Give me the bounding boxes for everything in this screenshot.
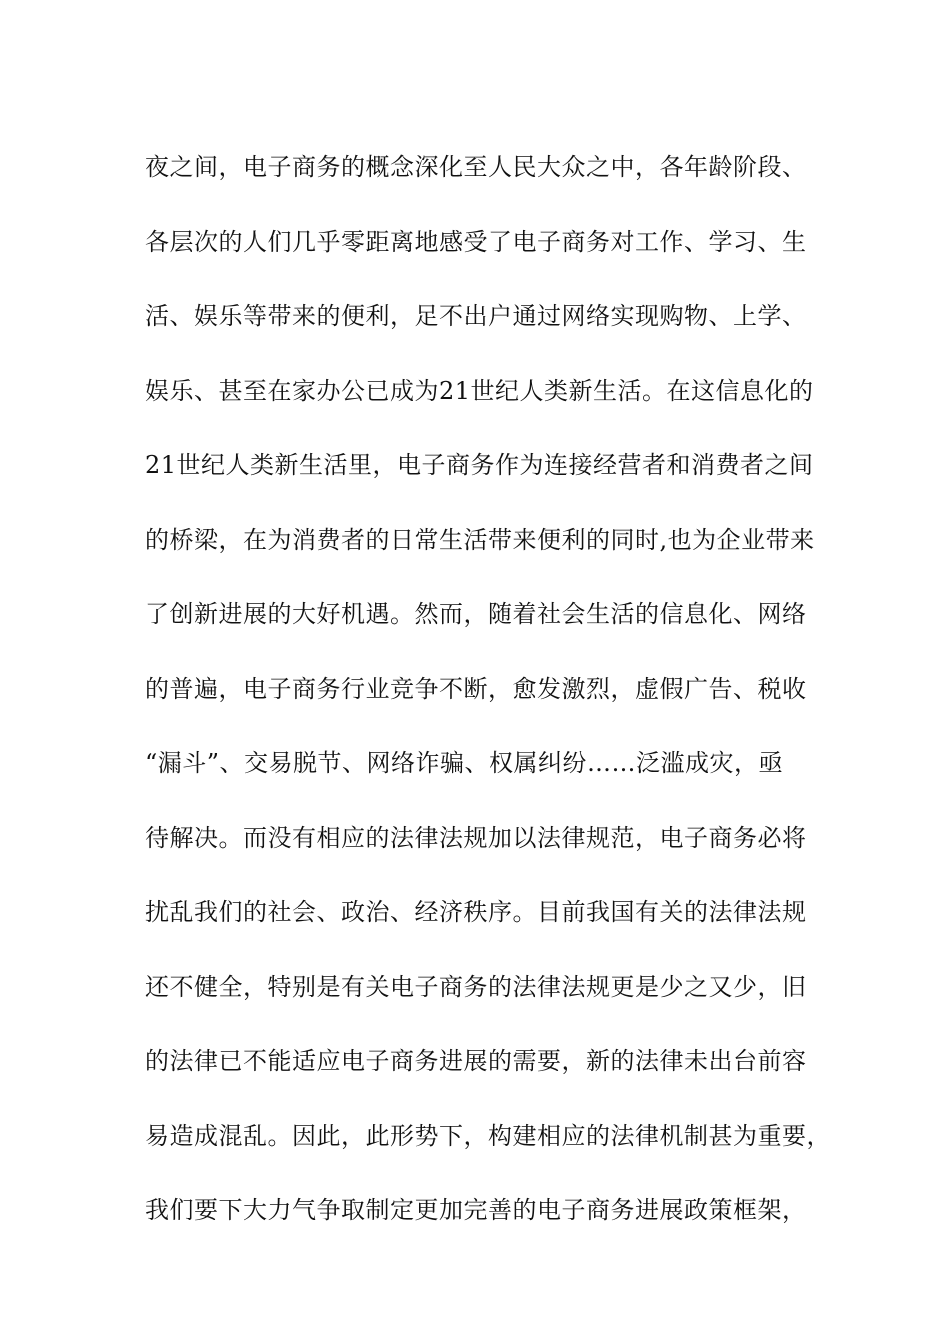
text-line: 的法律已不能适应电子商务进展的需要，新的法律未出台前容: [145, 1047, 807, 1075]
text-line: 待解决。而没有相应的法律法规加以法律规范，电子商务必将: [145, 823, 807, 852]
text-line: 活、娱乐等带来的便利，足不出户通过网络实现购物、上学、: [145, 302, 807, 330]
text-line: 夜之间，电子商务的概念深化至人民大众之中，各年龄阶段、: [145, 153, 807, 181]
text-line: 我们要下大力气争取制定更加完善的电子商务进展政策框架，: [145, 1196, 807, 1224]
text-line: 各层次的人们几乎零距离地感受了电子商务对工作、学习、生: [145, 227, 807, 256]
text-line: 的桥梁，在为消费者的日常生活带来便利的同时,也为企业带来: [145, 525, 815, 554]
text-line: 扰乱我们的社会、政治、经济秩序。目前我国有关的法律法规: [145, 898, 807, 926]
text-line: 21世纪人类新生活里，电子商务作为连接经营者和消费者之间: [145, 451, 814, 479]
text-line: “漏斗”、交易脱节、网络诈骗、权属纠纷……泛滥成灾，亟: [145, 749, 784, 777]
text-line: 的普遍，电子商务行业竞争不断，愈发激烈，虚假广告、税收: [145, 674, 807, 703]
text-line: 易造成混乱。因此，此形势下，构建相应的法律机制甚为重要，: [145, 1121, 831, 1150]
text-line: 了创新进展的大好机遇。然而，随着社会生活的信息化、网络: [145, 600, 807, 628]
text-line: 还不健全，特别是有关电子商务的法律法规更是少之又少，旧: [145, 972, 807, 1001]
body-text: [145, 130, 835, 1248]
text-line: 娱乐、甚至在家办公已成为21世纪人类新生活。在这信息化的: [145, 376, 814, 405]
